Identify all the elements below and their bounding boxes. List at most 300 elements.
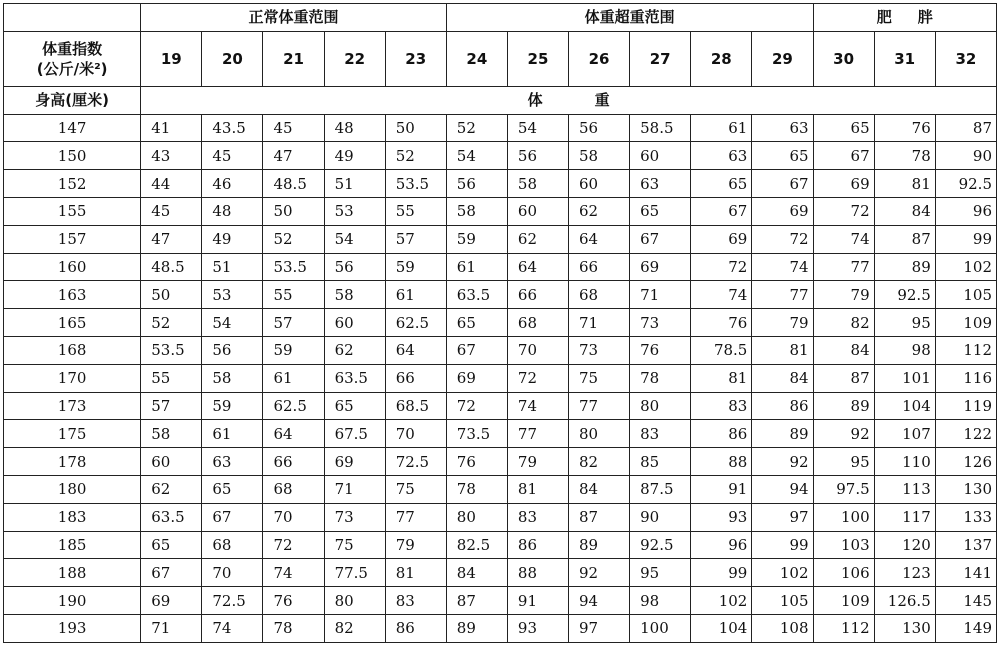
weight-cell: 62 bbox=[141, 475, 202, 503]
weight-cell: 92.5 bbox=[630, 531, 691, 559]
weight-cell: 80 bbox=[446, 503, 507, 531]
weight-cell: 56 bbox=[507, 142, 568, 170]
weight-cell: 52 bbox=[385, 142, 446, 170]
weight-cell: 67.5 bbox=[324, 420, 385, 448]
weight-cell: 58 bbox=[141, 420, 202, 448]
weight-cell: 85 bbox=[630, 448, 691, 476]
weight-cell: 66 bbox=[507, 281, 568, 309]
weight-cell: 83 bbox=[691, 392, 752, 420]
table-row bbox=[4, 170, 997, 198]
weight-cell: 83 bbox=[630, 420, 691, 448]
weight-cell: 79 bbox=[507, 448, 568, 476]
weight-cell: 86 bbox=[691, 420, 752, 448]
weight-cell: 65 bbox=[324, 392, 385, 420]
weight-cell: 56 bbox=[324, 253, 385, 281]
bmi-label bbox=[4, 31, 141, 86]
bmi-value-cell: 29 bbox=[752, 31, 813, 86]
weight-cell: 79 bbox=[813, 281, 874, 309]
weight-cell: 71 bbox=[630, 281, 691, 309]
weight-cell: 77 bbox=[813, 253, 874, 281]
weight-cell: 99 bbox=[691, 559, 752, 587]
weight-cell: 130 bbox=[935, 475, 996, 503]
weight-cell: 61 bbox=[446, 253, 507, 281]
weight-cell: 110 bbox=[874, 448, 935, 476]
weight-cell: 81 bbox=[385, 559, 446, 587]
weight-cell: 70 bbox=[385, 420, 446, 448]
weight-cell: 92 bbox=[752, 448, 813, 476]
weight-cell: 44 bbox=[141, 170, 202, 198]
weight-cell: 48 bbox=[202, 197, 263, 225]
weight-cell: 59 bbox=[446, 225, 507, 253]
weight-cell: 69 bbox=[630, 253, 691, 281]
weight-cell: 81 bbox=[874, 170, 935, 198]
bmi-value-cell: 32 bbox=[935, 31, 996, 86]
weight-cell: 92 bbox=[813, 420, 874, 448]
weight-cell: 41 bbox=[141, 114, 202, 142]
weight-cell: 57 bbox=[385, 225, 446, 253]
weight-cell: 120 bbox=[874, 531, 935, 559]
weight-cell: 84 bbox=[874, 197, 935, 225]
weight-cell: 99 bbox=[935, 225, 996, 253]
weight-cell: 68 bbox=[263, 475, 324, 503]
weight-cell: 43.5 bbox=[202, 114, 263, 142]
weight-cell: 82 bbox=[813, 309, 874, 337]
weight-cell: 112 bbox=[935, 336, 996, 364]
weight-cell: 75 bbox=[569, 364, 630, 392]
weight-cell: 96 bbox=[935, 197, 996, 225]
height-cell: 190 bbox=[4, 587, 141, 615]
weight-cell: 65 bbox=[446, 309, 507, 337]
weight-cell: 62 bbox=[324, 336, 385, 364]
bmi-value-cell: 21 bbox=[263, 31, 324, 86]
weight-cell: 53.5 bbox=[385, 170, 446, 198]
weight-cell: 47 bbox=[141, 225, 202, 253]
weight-cell: 106 bbox=[813, 559, 874, 587]
height-cell: 185 bbox=[4, 531, 141, 559]
weight-cell: 92.5 bbox=[935, 170, 996, 198]
weight-cell: 87.5 bbox=[630, 475, 691, 503]
weight-cell: 77 bbox=[507, 420, 568, 448]
weight-cell: 68 bbox=[569, 281, 630, 309]
height-cell: 170 bbox=[4, 364, 141, 392]
weight-cell: 67 bbox=[630, 225, 691, 253]
weight-cell: 80 bbox=[569, 420, 630, 448]
height-cell: 147 bbox=[4, 114, 141, 142]
height-cell: 163 bbox=[4, 281, 141, 309]
bmi-label-line1: 体重指数 bbox=[42, 39, 103, 58]
weight-cell: 51 bbox=[202, 253, 263, 281]
height-cell: 157 bbox=[4, 225, 141, 253]
weight-cell: 94 bbox=[569, 587, 630, 615]
weight-cell: 62 bbox=[507, 225, 568, 253]
weight-cell: 91 bbox=[507, 587, 568, 615]
weight-cell: 63 bbox=[202, 448, 263, 476]
weight-cell: 77 bbox=[385, 503, 446, 531]
table-row bbox=[4, 448, 997, 476]
weight-cell: 54 bbox=[507, 114, 568, 142]
height-cell: 165 bbox=[4, 309, 141, 337]
weight-cell: 64 bbox=[385, 336, 446, 364]
bmi-header-row bbox=[4, 31, 997, 86]
weight-cell: 76 bbox=[446, 448, 507, 476]
weight-cell: 61 bbox=[202, 420, 263, 448]
weight-cell: 77.5 bbox=[324, 559, 385, 587]
weight-cell: 60 bbox=[141, 448, 202, 476]
weight-cell: 100 bbox=[813, 503, 874, 531]
weight-cell: 123 bbox=[874, 559, 935, 587]
weight-cell: 61 bbox=[263, 364, 324, 392]
height-cell: 160 bbox=[4, 253, 141, 281]
weight-cell: 78 bbox=[874, 142, 935, 170]
weight-cell: 56 bbox=[569, 114, 630, 142]
weight-cell: 89 bbox=[813, 392, 874, 420]
weight-cell: 84 bbox=[752, 364, 813, 392]
weight-cell: 58 bbox=[446, 197, 507, 225]
weight-cell: 55 bbox=[385, 197, 446, 225]
height-header-row bbox=[4, 86, 997, 114]
weight-cell: 98 bbox=[874, 336, 935, 364]
weight-cell: 67 bbox=[813, 142, 874, 170]
weight-cell: 56 bbox=[202, 336, 263, 364]
weight-cell: 70 bbox=[263, 503, 324, 531]
table-row bbox=[4, 475, 997, 503]
weight-cell: 67 bbox=[446, 336, 507, 364]
weight-cell: 79 bbox=[752, 309, 813, 337]
weight-cell: 56 bbox=[446, 170, 507, 198]
weight-cell: 67 bbox=[752, 170, 813, 198]
weight-cell: 78 bbox=[446, 475, 507, 503]
weight-cell: 87 bbox=[569, 503, 630, 531]
weight-cell: 49 bbox=[324, 142, 385, 170]
weight-cell: 52 bbox=[263, 225, 324, 253]
bmi-value-cell: 20 bbox=[202, 31, 263, 86]
weight-cell: 102 bbox=[691, 587, 752, 615]
table-row bbox=[4, 253, 997, 281]
weight-cell: 76 bbox=[630, 336, 691, 364]
weight-cell: 60 bbox=[324, 309, 385, 337]
height-cell: 193 bbox=[4, 614, 141, 642]
weight-cell: 63 bbox=[691, 142, 752, 170]
weight-cell: 53.5 bbox=[263, 253, 324, 281]
weight-cell: 54 bbox=[446, 142, 507, 170]
weight-cell: 95 bbox=[874, 309, 935, 337]
weight-cell: 72 bbox=[691, 253, 752, 281]
table-row bbox=[4, 336, 997, 364]
weight-cell: 97 bbox=[569, 614, 630, 642]
weight-cell: 77 bbox=[569, 392, 630, 420]
table-row bbox=[4, 559, 997, 587]
weight-cell: 69 bbox=[324, 448, 385, 476]
weight-cell: 104 bbox=[874, 392, 935, 420]
weight-cell: 71 bbox=[324, 475, 385, 503]
weight-cell: 90 bbox=[935, 142, 996, 170]
weight-cell: 59 bbox=[202, 392, 263, 420]
weight-cell: 73 bbox=[569, 336, 630, 364]
weight-cell: 43 bbox=[141, 142, 202, 170]
table-row bbox=[4, 225, 997, 253]
table-row bbox=[4, 142, 997, 170]
height-cell: 180 bbox=[4, 475, 141, 503]
group-normal: 正常体重范围 bbox=[141, 4, 447, 32]
weight-cell: 96 bbox=[691, 531, 752, 559]
weight-cell: 67 bbox=[691, 197, 752, 225]
weight-cell: 89 bbox=[446, 614, 507, 642]
weight-cell: 72 bbox=[507, 364, 568, 392]
weight-cell: 93 bbox=[691, 503, 752, 531]
weight-cell: 69 bbox=[752, 197, 813, 225]
weight-cell: 58 bbox=[202, 364, 263, 392]
weight-cell: 90 bbox=[630, 503, 691, 531]
weight-cell: 103 bbox=[813, 531, 874, 559]
bmi-value-cell: 22 bbox=[324, 31, 385, 86]
weight-cell: 83 bbox=[385, 587, 446, 615]
weight-cell: 72.5 bbox=[202, 587, 263, 615]
bmi-label-line2: (公斤/米²) bbox=[36, 59, 108, 78]
weight-cell: 66 bbox=[385, 364, 446, 392]
weight-cell: 60 bbox=[630, 142, 691, 170]
bmi-value-cell: 26 bbox=[569, 31, 630, 86]
weight-cell: 84 bbox=[446, 559, 507, 587]
weight-cell: 58 bbox=[324, 281, 385, 309]
weight-cell: 98 bbox=[630, 587, 691, 615]
bmi-value-cell: 23 bbox=[385, 31, 446, 86]
weight-cell: 104 bbox=[691, 614, 752, 642]
weight-cell: 87 bbox=[874, 225, 935, 253]
weight-cell: 52 bbox=[446, 114, 507, 142]
weight-cell: 45 bbox=[202, 142, 263, 170]
height-cell: 150 bbox=[4, 142, 141, 170]
table-row bbox=[4, 197, 997, 225]
bmi-weight-table-container bbox=[0, 3, 1000, 643]
bmi-value-cell: 19 bbox=[141, 31, 202, 86]
weight-cell: 73 bbox=[630, 309, 691, 337]
weight-cell: 72 bbox=[446, 392, 507, 420]
weight-cell: 70 bbox=[507, 336, 568, 364]
height-cell: 183 bbox=[4, 503, 141, 531]
weight-cell: 109 bbox=[935, 309, 996, 337]
bmi-weight-table bbox=[3, 3, 997, 643]
weight-cell: 59 bbox=[385, 253, 446, 281]
bmi-value-cell: 24 bbox=[446, 31, 507, 86]
weight-cell: 105 bbox=[752, 587, 813, 615]
weight-cell: 64 bbox=[263, 420, 324, 448]
weight-cell: 47 bbox=[263, 142, 324, 170]
weight-cell: 45 bbox=[141, 197, 202, 225]
weight-cell: 94 bbox=[752, 475, 813, 503]
weight-cell: 65 bbox=[691, 170, 752, 198]
weight-cell: 60 bbox=[569, 170, 630, 198]
weight-cell: 63.5 bbox=[324, 364, 385, 392]
height-cell: 178 bbox=[4, 448, 141, 476]
weight-cell: 72 bbox=[752, 225, 813, 253]
weight-cell: 113 bbox=[874, 475, 935, 503]
weight-cell: 82 bbox=[569, 448, 630, 476]
weight-cell: 126 bbox=[935, 448, 996, 476]
weight-cell: 87 bbox=[446, 587, 507, 615]
weight-cell: 81 bbox=[691, 364, 752, 392]
weight-cell: 65 bbox=[202, 475, 263, 503]
height-cell: 173 bbox=[4, 392, 141, 420]
weight-cell: 62.5 bbox=[263, 392, 324, 420]
height-cell: 188 bbox=[4, 559, 141, 587]
weight-cell: 86 bbox=[507, 531, 568, 559]
table-row bbox=[4, 392, 997, 420]
weight-cell: 133 bbox=[935, 503, 996, 531]
weight-cell: 78 bbox=[263, 614, 324, 642]
weight-cell: 74 bbox=[691, 281, 752, 309]
weight-cell: 80 bbox=[630, 392, 691, 420]
weight-cell: 78 bbox=[630, 364, 691, 392]
weight-cell: 77 bbox=[752, 281, 813, 309]
weight-cell: 49 bbox=[202, 225, 263, 253]
weight-cell: 74 bbox=[202, 614, 263, 642]
weight-cell: 73.5 bbox=[446, 420, 507, 448]
bmi-value-cell: 31 bbox=[874, 31, 935, 86]
weight-cell: 101 bbox=[874, 364, 935, 392]
weight-cell: 64 bbox=[569, 225, 630, 253]
weight-cell: 62 bbox=[569, 197, 630, 225]
weight-cell: 53 bbox=[202, 281, 263, 309]
weight-cell: 69 bbox=[446, 364, 507, 392]
weight-cell: 61 bbox=[691, 114, 752, 142]
weight-cell: 50 bbox=[141, 281, 202, 309]
weight-cell: 57 bbox=[263, 309, 324, 337]
weight-cell: 64 bbox=[507, 253, 568, 281]
weight-cell: 84 bbox=[813, 336, 874, 364]
table-body bbox=[4, 114, 997, 642]
weight-cell: 92.5 bbox=[874, 281, 935, 309]
weight-cell: 65 bbox=[813, 114, 874, 142]
weight-cell: 53 bbox=[324, 197, 385, 225]
weight-cell: 102 bbox=[752, 559, 813, 587]
weight-cell: 74 bbox=[507, 392, 568, 420]
weight-cell: 72 bbox=[263, 531, 324, 559]
weight-cell: 60 bbox=[507, 197, 568, 225]
weight-cell: 99 bbox=[752, 531, 813, 559]
weight-cell: 149 bbox=[935, 614, 996, 642]
weight-cell: 63.5 bbox=[446, 281, 507, 309]
height-label: 身高(厘米) bbox=[4, 86, 141, 114]
corner-cell bbox=[4, 4, 141, 32]
weight-cell: 72 bbox=[813, 197, 874, 225]
bmi-value-cell: 25 bbox=[507, 31, 568, 86]
weight-cell: 68 bbox=[507, 309, 568, 337]
weight-cell: 74 bbox=[263, 559, 324, 587]
weight-cell: 54 bbox=[202, 309, 263, 337]
weight-cell: 87 bbox=[935, 114, 996, 142]
weight-cell: 48.5 bbox=[263, 170, 324, 198]
weight-cell: 97 bbox=[752, 503, 813, 531]
weight-cell: 130 bbox=[874, 614, 935, 642]
weight-cell: 84 bbox=[569, 475, 630, 503]
weight-cell: 69 bbox=[813, 170, 874, 198]
table-row bbox=[4, 614, 997, 642]
weight-cell: 63.5 bbox=[141, 503, 202, 531]
group-obese: 肥胖 bbox=[813, 4, 996, 32]
weight-cell: 73 bbox=[324, 503, 385, 531]
weight-cell: 76 bbox=[874, 114, 935, 142]
height-cell: 168 bbox=[4, 336, 141, 364]
weight-cell: 63 bbox=[752, 114, 813, 142]
weight-cell: 74 bbox=[813, 225, 874, 253]
weight-cell: 82.5 bbox=[446, 531, 507, 559]
weight-cell: 50 bbox=[263, 197, 324, 225]
weight-cell: 88 bbox=[691, 448, 752, 476]
table-row bbox=[4, 114, 997, 142]
weight-cell: 71 bbox=[569, 309, 630, 337]
weight-cell: 51 bbox=[324, 170, 385, 198]
weight-cell: 54 bbox=[324, 225, 385, 253]
table-row bbox=[4, 503, 997, 531]
height-cell: 152 bbox=[4, 170, 141, 198]
weight-cell: 88 bbox=[507, 559, 568, 587]
weight-cell: 63 bbox=[630, 170, 691, 198]
weight-cell: 107 bbox=[874, 420, 935, 448]
weight-cell: 45 bbox=[263, 114, 324, 142]
table-row bbox=[4, 420, 997, 448]
weight-cell: 69 bbox=[691, 225, 752, 253]
weight-cell: 92 bbox=[569, 559, 630, 587]
weight-cell: 67 bbox=[141, 559, 202, 587]
weight-cell: 65 bbox=[141, 531, 202, 559]
weight-cell: 116 bbox=[935, 364, 996, 392]
weight-cell: 72.5 bbox=[385, 448, 446, 476]
weight-cell: 83 bbox=[507, 503, 568, 531]
bmi-value-cell: 30 bbox=[813, 31, 874, 86]
weight-cell: 91 bbox=[691, 475, 752, 503]
weight-cell: 57 bbox=[141, 392, 202, 420]
weight-cell: 62.5 bbox=[385, 309, 446, 337]
weight-cell: 145 bbox=[935, 587, 996, 615]
weight-cell: 48.5 bbox=[141, 253, 202, 281]
bmi-value-cell: 28 bbox=[691, 31, 752, 86]
weight-cell: 86 bbox=[752, 392, 813, 420]
weight-cell: 89 bbox=[569, 531, 630, 559]
weight-cell: 93 bbox=[507, 614, 568, 642]
weight-cell: 52 bbox=[141, 309, 202, 337]
weight-cell: 102 bbox=[935, 253, 996, 281]
table-row bbox=[4, 587, 997, 615]
weight-cell: 105 bbox=[935, 281, 996, 309]
weight-cell: 126.5 bbox=[874, 587, 935, 615]
weight-cell: 119 bbox=[935, 392, 996, 420]
weight-cell: 48 bbox=[324, 114, 385, 142]
height-cell: 155 bbox=[4, 197, 141, 225]
weight-cell: 76 bbox=[263, 587, 324, 615]
weight-cell: 89 bbox=[874, 253, 935, 281]
weight-cell: 65 bbox=[630, 197, 691, 225]
weight-cell: 59 bbox=[263, 336, 324, 364]
weight-cell: 76 bbox=[691, 309, 752, 337]
weight-cell: 58.5 bbox=[630, 114, 691, 142]
weight-cell: 81 bbox=[507, 475, 568, 503]
weight-cell: 86 bbox=[385, 614, 446, 642]
weight-cell: 74 bbox=[752, 253, 813, 281]
weight-cell: 82 bbox=[324, 614, 385, 642]
weight-cell: 75 bbox=[324, 531, 385, 559]
weight-cell: 69 bbox=[141, 587, 202, 615]
weight-cell: 112 bbox=[813, 614, 874, 642]
weight-cell: 81 bbox=[752, 336, 813, 364]
table-row bbox=[4, 364, 997, 392]
weight-cell: 65 bbox=[752, 142, 813, 170]
table-row bbox=[4, 309, 997, 337]
weight-cell: 75 bbox=[385, 475, 446, 503]
weight-cell: 53.5 bbox=[141, 336, 202, 364]
weight-cell: 137 bbox=[935, 531, 996, 559]
weight-cell: 122 bbox=[935, 420, 996, 448]
weight-cell: 100 bbox=[630, 614, 691, 642]
